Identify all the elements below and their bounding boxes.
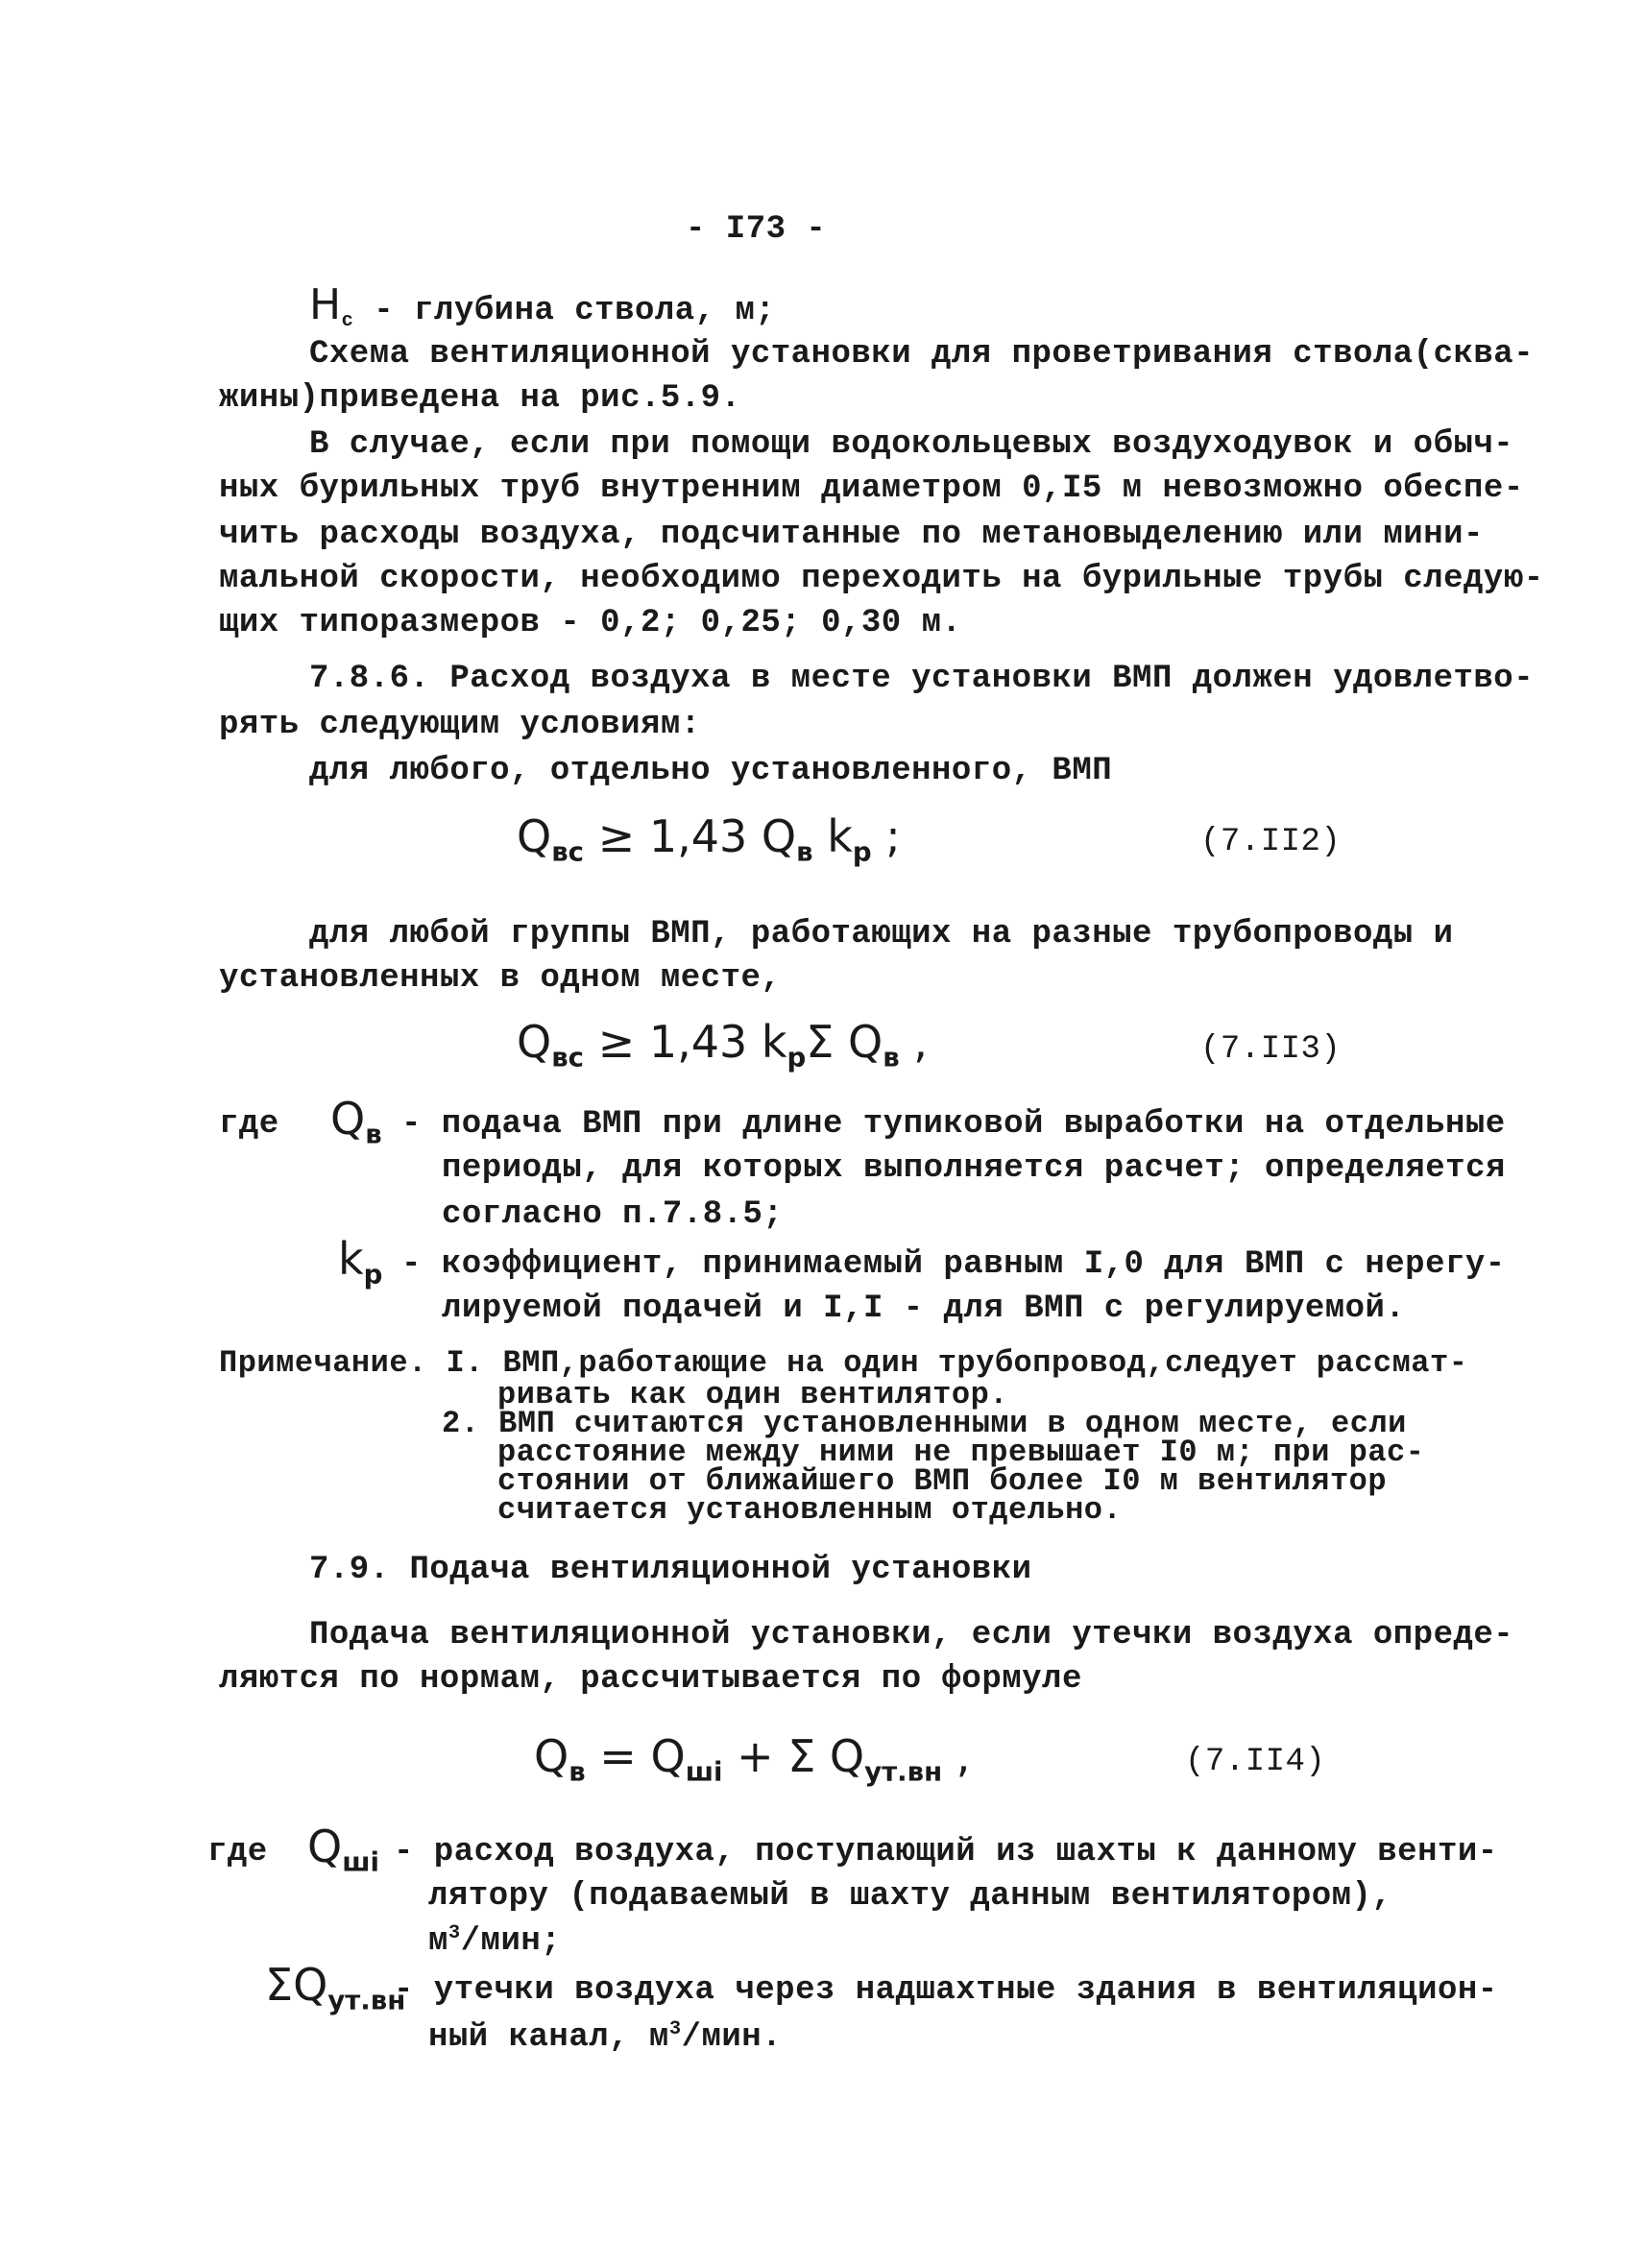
para2-line-2: ных бурильных труб внутренним диаметром 0,I5 м невозможно обеспе-	[219, 470, 1524, 507]
group-text-line-2: установленных в одном месте,	[219, 960, 782, 997]
where-sum-line-1: - утечки воздуха через надшахтные здания в вентиляцион-	[394, 1972, 1498, 2009]
note-item2-line-1: 2. ВМП считаются установленными в одном месте, если	[442, 1406, 1407, 1441]
where-sum-line-2: ный канал, $м^3$/мин.	[428, 2018, 783, 2057]
para2-line-3: чить расходы воздуха, подсчитанные по метановыделению или мини-	[219, 517, 1484, 553]
para2-line-1: В случае, если при помощи водокольцевых воздуходувок и обыч-	[309, 426, 1514, 463]
hc-text: - глубина ствола, м;	[374, 293, 776, 329]
page-number: - I73 -	[686, 211, 827, 248]
where-kp-line-2: лируемой подачей и I,I - для ВМП с регулируемой.	[442, 1291, 1406, 1327]
where-kp-symbol: $k_р$	[338, 1233, 383, 1291]
where-qsh-gde: где	[207, 1834, 268, 1870]
where-sum-symbol: $\Sigma Q_{ут.вн}$	[265, 1959, 406, 2016]
where-qsh-line-1: - расход воздуха, поступающий из шахты к данному венти-	[394, 1834, 1498, 1870]
formula-7-112: $Q_{вс} \ge 1,43$ $Q_в$ $k_р$ ;	[517, 810, 901, 868]
where-kp-line-1: - коэффициент, принимаемый равным I,0 для ВМП с нерегу-	[401, 1246, 1506, 1283]
section-786-line-2: рять следующим условиям:	[219, 707, 701, 743]
where-qsh-symbol: $Q_{шi}$	[307, 1821, 379, 1878]
where-qv-line-3: согласно п.7.8.5;	[442, 1196, 784, 1233]
where-qv-line-1: - подача ВМП при длине тупиковой выработки на отдельные	[401, 1106, 1506, 1143]
para2-line-5: щих типоразмеров - 0,2; 0,25; 0,30 м.	[219, 605, 962, 641]
note-item2-line-3: стоянии от ближайшего ВМП более I0 м вентилятор	[497, 1463, 1388, 1499]
where-qv-line-2: периоды, для которых выполняется расчет; определяется	[442, 1150, 1506, 1187]
formula-7-112-number: (7.II2)	[1200, 824, 1342, 860]
formula-7-114: $Q_в = Q_{шi} + \Sigma$ $Q_{ут.вн}$ ,	[534, 1730, 971, 1788]
where-qsh-unit: $м^3$/мин;	[428, 1922, 562, 1961]
hc-symbol: H	[309, 280, 342, 329]
hc-definition	[309, 280, 776, 333]
hc-sub: с	[341, 310, 354, 333]
para1-line-1: Схема вентиляционной установки для проветривания ствола(сква-	[309, 336, 1535, 373]
para1-line-2: жины)приведена на рис.5.9.	[219, 380, 741, 417]
where-qv-gde: где	[219, 1106, 279, 1143]
where-qsh-line-2: лятору (подаваемый в шахту данным вентилятором),	[428, 1878, 1392, 1915]
group-text-line-1: для любой группы ВМП, работающих на разные трубопроводы и	[309, 916, 1454, 953]
where-qv-symbol: $Q_в$	[330, 1093, 382, 1150]
formula-7-113-number: (7.II3)	[1200, 1031, 1342, 1068]
para2-line-4: мальной скорости, необходимо переходить на бурильные трубы следую-	[219, 561, 1544, 597]
section-786-line-3: для любого, отдельно установленного, ВМП	[309, 753, 1113, 789]
formula-7-113: $Q_{вс} \ge 1,43$ $k_р\Sigma$ $Q_в$ ,	[517, 1016, 928, 1074]
note-label: Примечание. I. ВМП,работающие на один трубопровод,следует рассмат-	[219, 1345, 1468, 1381]
section-786-line-1: 7.8.6. Расход воздуха в месте установки ВМП должен удовлетво-	[309, 661, 1535, 697]
note-line-2: ривать как один вентилятор.	[497, 1377, 1008, 1412]
para-79-line-2: ляются по нормам, рассчитывается по формуле	[219, 1661, 1082, 1698]
para-79-line-1: Подача вентиляционной установки, если утечки воздуха опреде-	[309, 1617, 1514, 1653]
section-79-heading: 7.9. Подача вентиляционной установки	[309, 1552, 1032, 1588]
note-item2-line-4: считается установленным отдельно.	[497, 1492, 1123, 1528]
formula-7-114-number: (7.II4)	[1185, 1744, 1326, 1780]
note-item2-line-2: расстояние между ними не превышает I0 м; при рас-	[497, 1435, 1425, 1470]
